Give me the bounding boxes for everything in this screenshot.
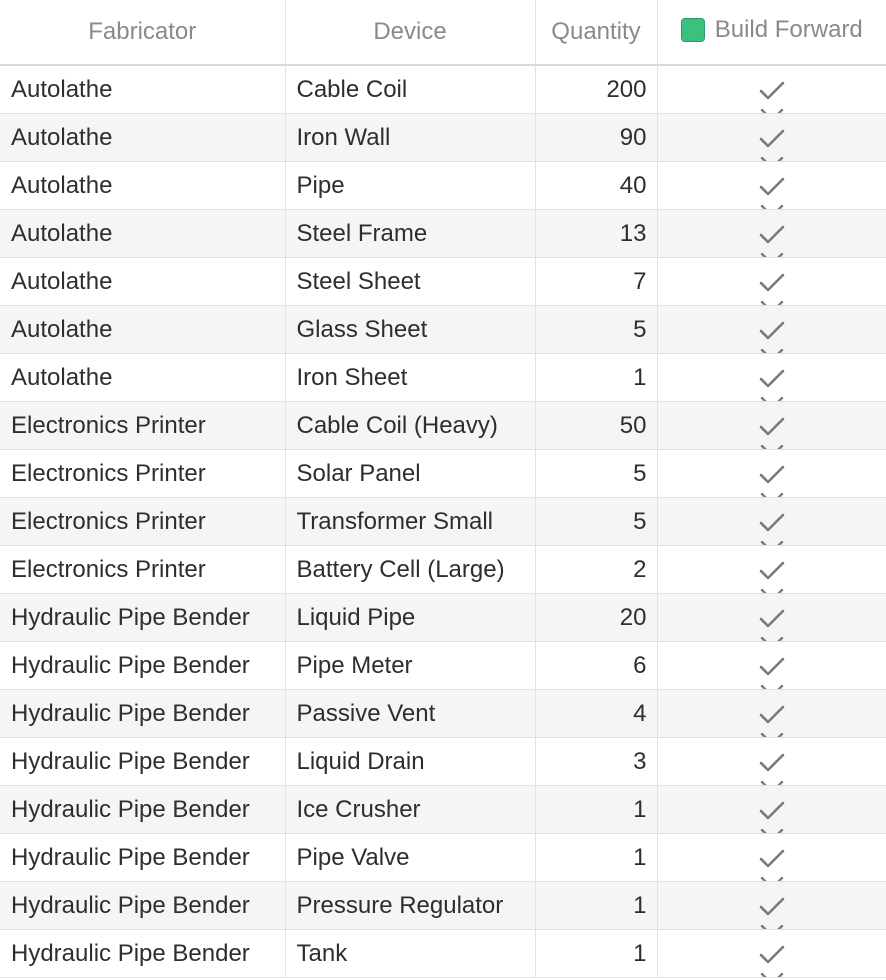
quantity-cell: 5	[535, 306, 657, 354]
device-cell: Glass Sheet	[285, 306, 535, 354]
fabricator-cell: Hydraulic Pipe Bender	[0, 738, 285, 786]
column-header-build-forward[interactable]	[657, 0, 886, 65]
device-cell: Tank	[285, 930, 535, 978]
quantity-cell: 7	[535, 258, 657, 306]
quantity-cell: 2	[535, 546, 657, 594]
cross-icon	[757, 633, 787, 642]
build-forward-cell	[657, 834, 886, 882]
build-forward-cell	[657, 690, 886, 738]
column-header-quantity[interactable]: Quantity	[535, 0, 657, 65]
build-forward-cell	[657, 402, 886, 450]
cross-icon	[757, 873, 787, 882]
fabricator-cell: Autolathe	[0, 65, 285, 114]
device-cell: Cable Coil (Heavy)	[285, 402, 535, 450]
device-cell: Steel Sheet	[285, 258, 535, 306]
checkmark-icon	[757, 507, 787, 537]
cross-icon	[757, 249, 787, 258]
quantity-cell: 3	[535, 738, 657, 786]
quantity-cell: 1	[535, 354, 657, 402]
fabricator-cell: Electronics Printer	[0, 498, 285, 546]
build-forward-cell	[657, 738, 886, 786]
fabricator-cell: Electronics Printer	[0, 402, 285, 450]
quantity-cell: 50	[535, 402, 657, 450]
build-forward-indicator	[757, 267, 787, 297]
table-row[interactable]	[0, 834, 886, 882]
fabricator-cell: Autolathe	[0, 210, 285, 258]
device-cell: Pipe Meter	[285, 642, 535, 690]
fabricator-cell: Autolathe	[0, 354, 285, 402]
fabricator-cell: Autolathe	[0, 114, 285, 162]
table-header	[0, 0, 886, 65]
fabricator-cell: Autolathe	[0, 306, 285, 354]
build-forward-cell	[657, 642, 886, 690]
fabricator-cell: Hydraulic Pipe Bender	[0, 882, 285, 930]
build-forward-indicator	[757, 603, 787, 633]
fabricator-cell: Hydraulic Pipe Bender	[0, 930, 285, 978]
build-forward-indicator	[757, 363, 787, 393]
cross-icon	[757, 681, 787, 690]
table-row[interactable]	[0, 594, 886, 642]
device-cell: Solar Panel	[285, 450, 535, 498]
checkmark-icon	[757, 75, 787, 105]
header-row	[0, 0, 886, 65]
table-row[interactable]	[0, 786, 886, 834]
checkmark-icon	[757, 315, 787, 345]
cross-icon	[757, 537, 787, 546]
build-forward-cell	[657, 114, 886, 162]
build-forward-header-content	[681, 16, 863, 44]
cross-icon	[757, 489, 787, 498]
checkmark-icon	[757, 651, 787, 681]
fabricator-cell: Autolathe	[0, 162, 285, 210]
fabricator-cell: Hydraulic Pipe Bender	[0, 594, 285, 642]
build-forward-cell	[657, 450, 886, 498]
device-cell: Pipe	[285, 162, 535, 210]
table-row[interactable]	[0, 162, 886, 210]
table-row[interactable]	[0, 882, 886, 930]
build-forward-indicator	[757, 219, 787, 249]
checkmark-icon	[757, 219, 787, 249]
cross-icon	[757, 345, 787, 354]
device-cell: Battery Cell (Large)	[285, 546, 535, 594]
quantity-cell: 1	[535, 786, 657, 834]
table-row[interactable]	[0, 402, 886, 450]
build-forward-cell	[657, 546, 886, 594]
device-cell: Iron Wall	[285, 114, 535, 162]
checkmark-icon	[757, 363, 787, 393]
cross-icon	[757, 969, 787, 978]
build-forward-indicator	[757, 171, 787, 201]
quantity-cell: 5	[535, 498, 657, 546]
fabricator-cell: Hydraulic Pipe Bender	[0, 834, 285, 882]
build-forward-cell	[657, 930, 886, 978]
cross-icon	[757, 729, 787, 738]
cross-icon	[757, 921, 787, 930]
checkmark-icon	[757, 891, 787, 921]
quantity-cell: 40	[535, 162, 657, 210]
quantity-cell: 20	[535, 594, 657, 642]
cross-icon	[757, 441, 787, 450]
build-forward-indicator	[757, 555, 787, 585]
checkmark-icon	[757, 603, 787, 633]
table-row[interactable]	[0, 114, 886, 162]
table-row[interactable]	[0, 210, 886, 258]
quantity-cell: 1	[535, 834, 657, 882]
cross-icon	[757, 105, 787, 114]
table-row[interactable]	[0, 65, 886, 114]
build-forward-cell	[657, 786, 886, 834]
checkmark-icon	[757, 795, 787, 825]
table-row[interactable]	[0, 498, 886, 546]
fabricator-cell: Hydraulic Pipe Bender	[0, 642, 285, 690]
quantity-cell: 90	[535, 114, 657, 162]
cross-icon	[757, 825, 787, 834]
build-forward-cell	[657, 162, 886, 210]
checkmark-icon	[757, 411, 787, 441]
build-forward-indicator	[757, 411, 787, 441]
cross-icon	[757, 393, 787, 402]
build-forward-indicator	[757, 315, 787, 345]
quantity-cell: 5	[535, 450, 657, 498]
device-cell: Transformer Small	[285, 498, 535, 546]
build-forward-indicator	[757, 507, 787, 537]
build-forward-indicator	[757, 699, 787, 729]
device-cell: Pipe Valve	[285, 834, 535, 882]
device-cell: Pressure Regulator	[285, 882, 535, 930]
build-forward-indicator	[757, 939, 787, 969]
table-row[interactable]	[0, 690, 886, 738]
checkmark-icon	[757, 171, 787, 201]
quantity-cell: 1	[535, 882, 657, 930]
quantity-cell: 200	[535, 65, 657, 114]
checkmark-icon	[757, 123, 787, 153]
fabricator-cell: Electronics Printer	[0, 450, 285, 498]
fabricator-cell: Electronics Printer	[0, 546, 285, 594]
checkmark-icon	[757, 699, 787, 729]
fabricator-cell: Hydraulic Pipe Bender	[0, 690, 285, 738]
device-cell: Liquid Drain	[285, 738, 535, 786]
checkmark-icon	[757, 459, 787, 489]
build-forward-indicator	[757, 651, 787, 681]
quantity-cell: 4	[535, 690, 657, 738]
table-row[interactable]	[0, 738, 886, 786]
build-forward-indicator	[757, 843, 787, 873]
checkmark-icon	[757, 267, 787, 297]
fabricator-cell: Autolathe	[0, 258, 285, 306]
build-forward-cell	[657, 498, 886, 546]
cross-icon	[757, 153, 787, 162]
device-cell: Ice Crusher	[285, 786, 535, 834]
build-forward-cell	[657, 354, 886, 402]
checkmark-icon	[757, 747, 787, 777]
build-forward-indicator	[757, 459, 787, 489]
table-row[interactable]	[0, 546, 886, 594]
build-forward-cell	[657, 882, 886, 930]
build-forward-header-label: Build Forward	[714, 15, 863, 43]
checkmark-icon	[757, 843, 787, 873]
build-forward-indicator	[757, 123, 787, 153]
build-forward-cell	[657, 210, 886, 258]
build-forward-indicator	[757, 891, 787, 921]
cross-icon	[757, 777, 787, 786]
build-forward-cell	[657, 258, 886, 306]
table-row[interactable]	[0, 354, 886, 402]
device-cell: Steel Frame	[285, 210, 535, 258]
device-cell: Cable Coil	[285, 65, 535, 114]
build-forward-indicator	[757, 795, 787, 825]
column-header-fabricator[interactable]: Fabricator	[0, 0, 285, 65]
device-cell: Iron Sheet	[285, 354, 535, 402]
fabricator-cell: Hydraulic Pipe Bender	[0, 786, 285, 834]
build-forward-indicator	[757, 75, 787, 105]
table-row[interactable]	[0, 450, 886, 498]
cross-icon	[757, 297, 787, 306]
column-header-device[interactable]: Device	[285, 0, 535, 65]
quantity-cell: 13	[535, 210, 657, 258]
table-body	[0, 65, 886, 978]
table-row[interactable]	[0, 306, 886, 354]
device-cell: Passive Vent	[285, 690, 535, 738]
build-forward-indicator	[757, 747, 787, 777]
cross-icon	[757, 585, 787, 594]
table-row[interactable]	[0, 258, 886, 306]
green-square-icon	[681, 18, 705, 42]
checkmark-icon	[757, 555, 787, 585]
table-row[interactable]	[0, 930, 886, 978]
table-row[interactable]	[0, 642, 886, 690]
cross-icon	[757, 201, 787, 210]
quantity-cell: 1	[535, 930, 657, 978]
device-cell: Liquid Pipe	[285, 594, 535, 642]
build-forward-cell	[657, 65, 886, 114]
checkmark-icon	[757, 939, 787, 969]
quantity-cell: 6	[535, 642, 657, 690]
build-forward-cell	[657, 306, 886, 354]
build-forward-cell	[657, 594, 886, 642]
